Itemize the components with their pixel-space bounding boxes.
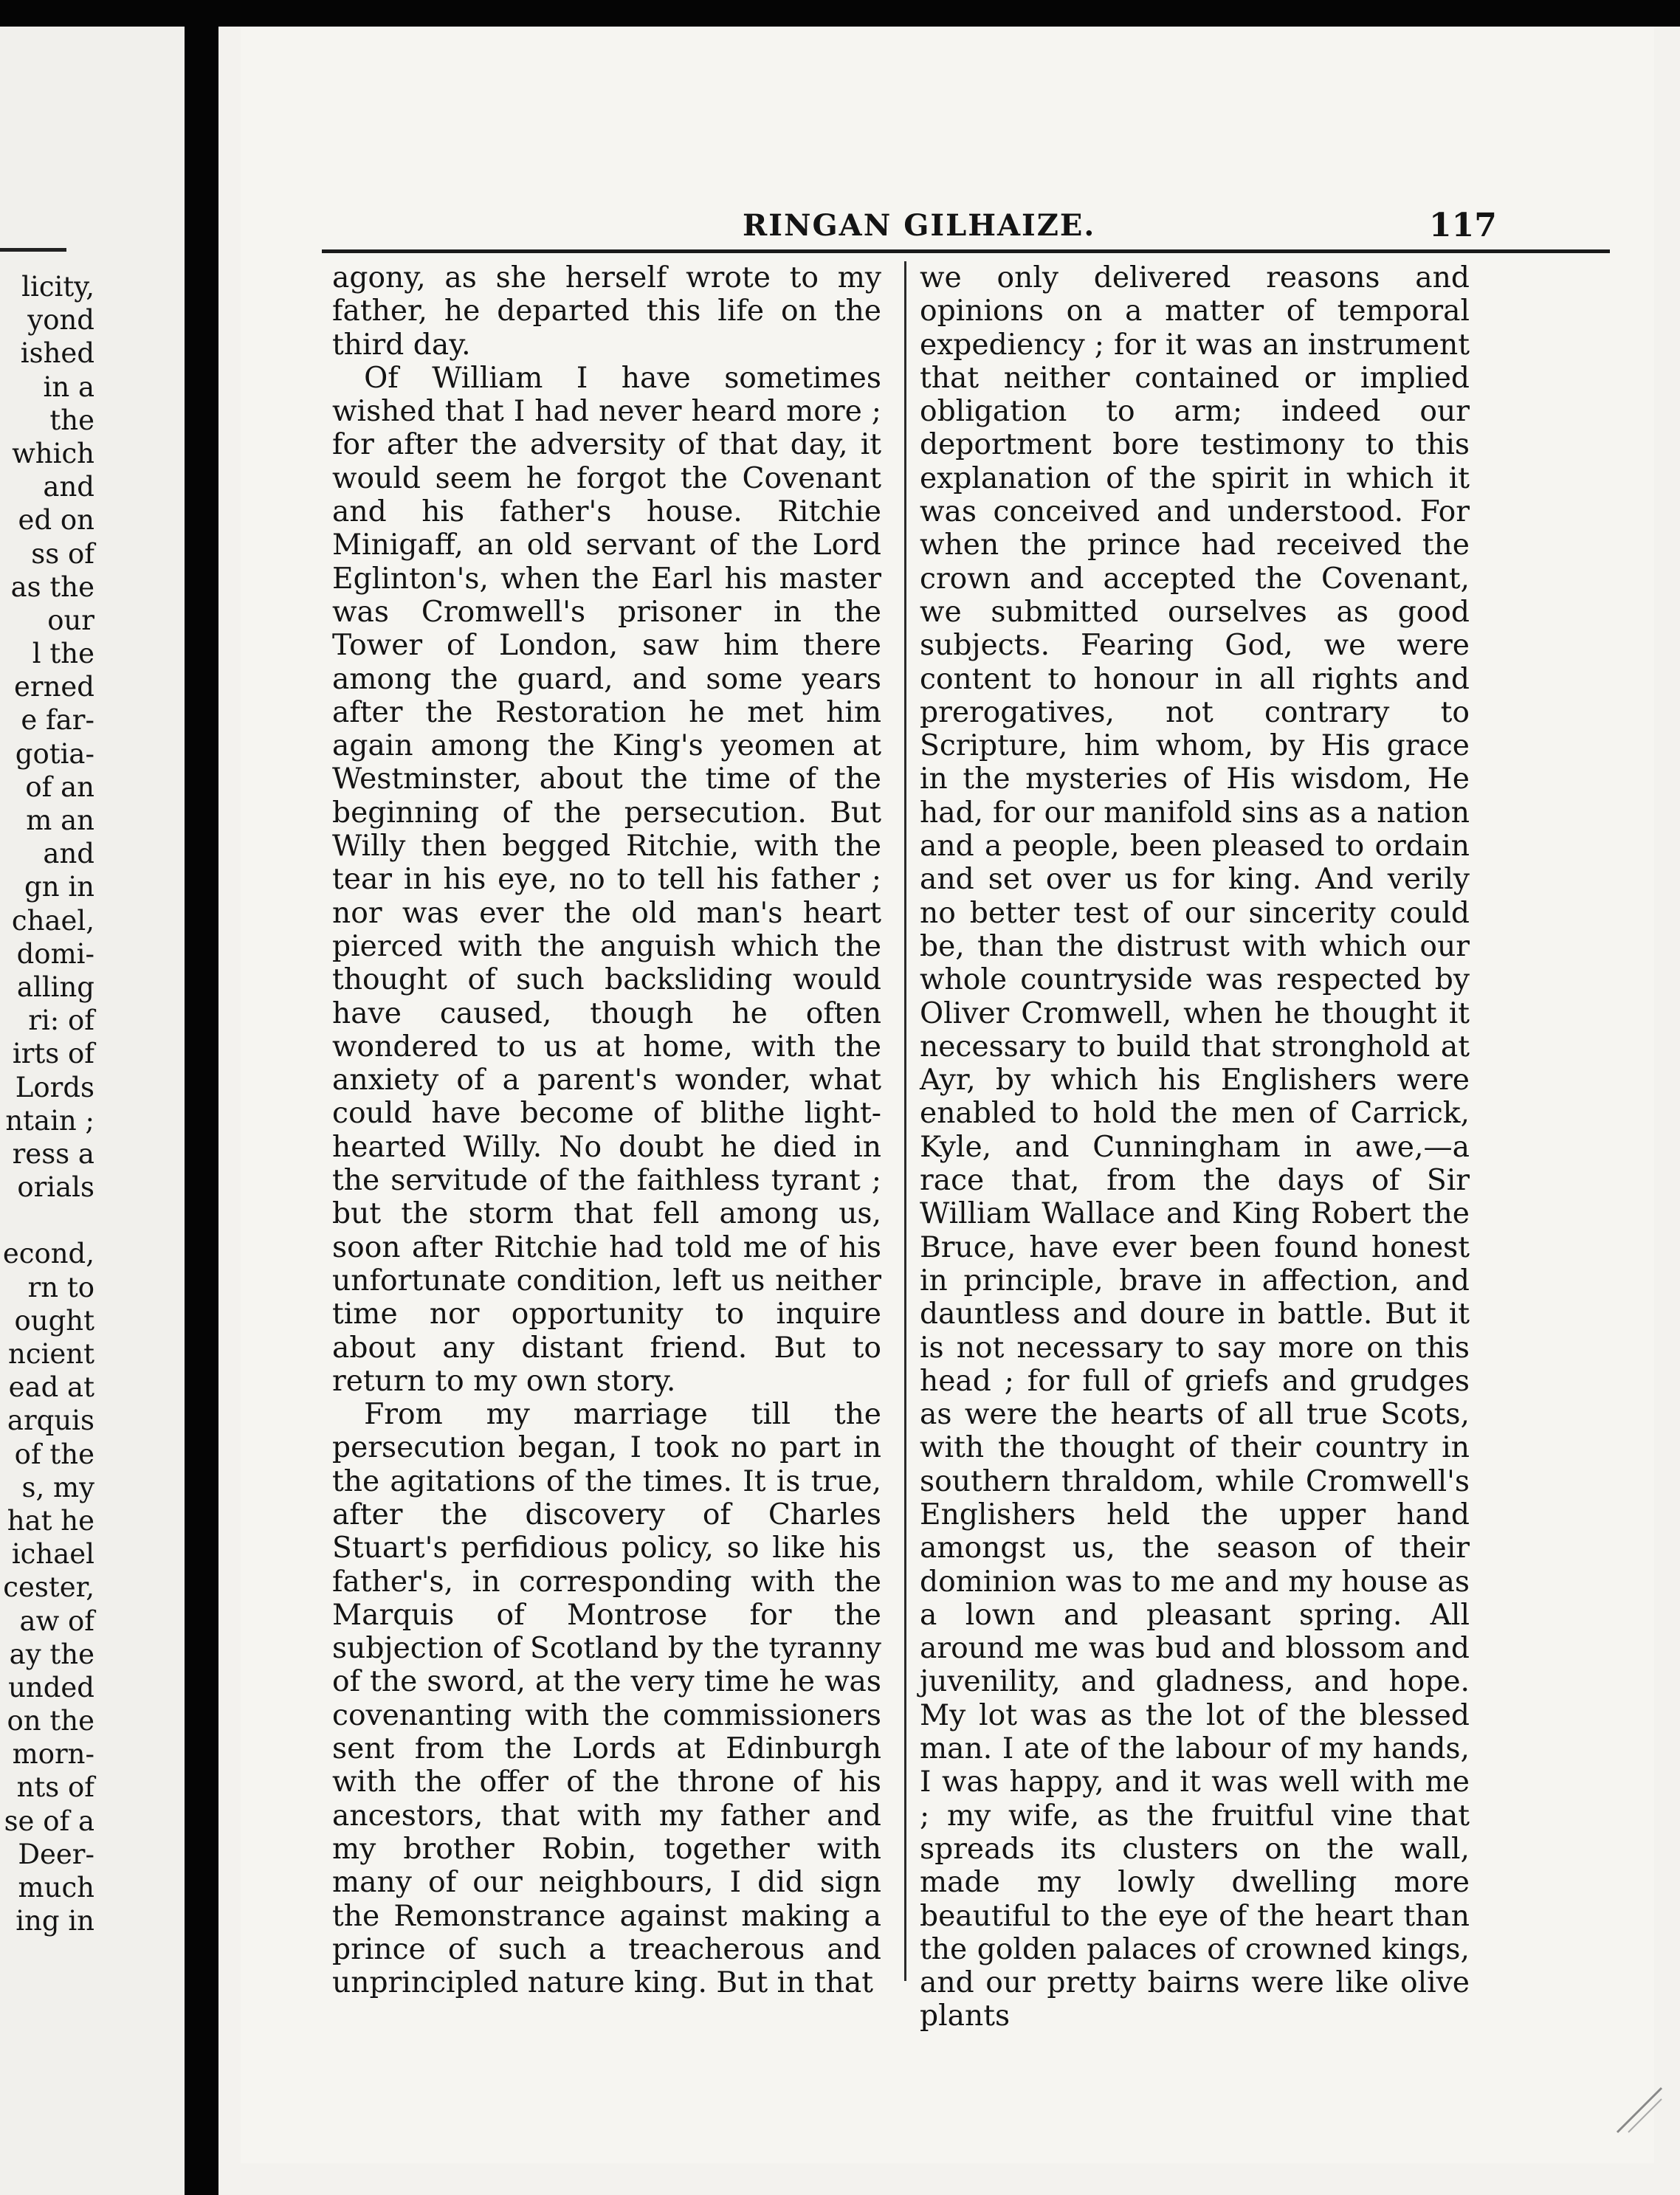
facing-page-line: irts of xyxy=(12,1038,94,1070)
facing-page-line: which xyxy=(12,437,94,469)
facing-page-line: our xyxy=(47,604,94,636)
facing-page-line: ichael xyxy=(11,1538,94,1571)
header-rule xyxy=(322,249,1610,253)
text-column-left xyxy=(332,261,881,2000)
facing-page-line: Lords xyxy=(15,1071,94,1103)
facing-page-line: ress a xyxy=(12,1137,94,1170)
facing-page-line: alling xyxy=(16,971,94,1003)
facing-page-line: of the xyxy=(14,1438,94,1470)
facing-page-line: on the xyxy=(7,1705,94,1737)
facing-page-line: ntain ; xyxy=(5,1104,94,1137)
facing-page-line: the xyxy=(49,404,94,436)
facing-page-line: licity, xyxy=(21,271,94,303)
column-divider xyxy=(904,261,906,1981)
facing-page-line: ay the xyxy=(9,1638,94,1670)
facing-page-line xyxy=(3,1204,94,1237)
facing-page-line: s, my xyxy=(21,1471,94,1503)
facing-page-line: as the xyxy=(10,571,94,603)
facing-page-line: rn to xyxy=(27,1271,94,1303)
text-column-right xyxy=(920,261,1470,2033)
facing-page-text xyxy=(3,270,94,1937)
facing-page-line: Deer- xyxy=(18,1838,94,1870)
facing-page-line: gotia- xyxy=(15,737,94,770)
facing-page-line: m an xyxy=(26,804,94,836)
facing-page-line: arquis xyxy=(7,1405,94,1437)
book-page xyxy=(218,27,1680,2195)
facing-page-line: ished xyxy=(20,337,94,370)
facing-page-line: ing in xyxy=(16,1905,94,1937)
facing-page-line: e far- xyxy=(21,704,94,737)
facing-page-rule xyxy=(0,248,66,252)
paragraph: From my marriage till the persecution began, I took no part in the agitations of the times. It is true, after the discovery of Charles Stuart's perfidious policy, so like his father's, in corresponding with the Marquis of Montrose for the subjection of Scotland by the tyranny of the sword, at the very time he was covenanting with the commissioners sent from the Lords at Edinburgh with the offer of the throne of his ancestors, that with my father and my brother Robin, together with many of our neighbours, I did sign the Remonstrance against making a prince of such a treacherous and unprincipled nature king. But in that xyxy=(332,1398,881,2000)
facing-page-line: aw of xyxy=(19,1605,94,1637)
facing-page-line: nts of xyxy=(16,1771,94,1804)
facing-page-line: ncient xyxy=(8,1338,94,1370)
facing-page-line: much xyxy=(18,1872,94,1903)
paragraph: agony, as she herself wrote to my father, he departed this life on the third day. xyxy=(332,261,881,362)
facing-page-line: gn in xyxy=(24,871,94,903)
facing-page-line: se of a xyxy=(4,1805,94,1837)
facing-page-line: hat he xyxy=(7,1504,94,1537)
facing-page-line: morn- xyxy=(12,1738,94,1771)
page-number: 117 xyxy=(1429,207,1497,244)
facing-page-line: ought xyxy=(14,1304,94,1337)
facing-page-line: ed on xyxy=(18,504,94,537)
facing-page-line: ri: of xyxy=(28,1005,94,1037)
facing-page-line: domi- xyxy=(16,937,94,970)
facing-page-line: ead at xyxy=(8,1371,94,1404)
running-head xyxy=(218,202,1680,254)
facing-page-line: l the xyxy=(32,638,94,670)
facing-page-line: cester, xyxy=(3,1571,94,1604)
facing-page-line: yond xyxy=(27,304,94,337)
paragraph: we only delivered reasons and opinions on a matter of temporal expediency ; for it was an instrument that neither contained or implied obligation to arm; indeed our deportment bore testimony to this explanation of the spirit in which it was conceived and understood. For when the prince had received the crown and accepted the Covenant, we submitted ourselves as good subjects. Fearing God, we were content to honour in all rights and prerogatives, not contrary to Scripture, him whom, by His grace in the mysteries of His wisdom, He had, for our manifold sins as a nation and a people, been pleased to ordain and set over us for king. And verily no better test of our sincerity could be, than the distrust with which our whole countryside was respected by Oliver Cromwell, when he thought it necessary to build that stronghold at Ayr, by which his Englishers were enabled to hold the men of Carrick, Kyle, and Cunningham in awe,—a race that, from the days of Sir William Wallace and King Robert the Bruce, have ever been found honest in principle, brave in affection, and dauntless and doure in battle. But it is not necessary to say more on this head ; for full of griefs and grudges as were the hearts of all true Scots, with the thought of their country in southern thraldom, while Cromwell's Englishers held the upper hand amongst us, the season of their dominion was to me and my house as a lown and pleasant spring. All around me was bud and blossom and juvenility, and gladness, and hope. My lot was as the lot of the blessed man. I ate of the labour of my hands, I was happy, and it was well with me ; my wife, as the fruitful vine that spreads its clusters on the wall, made my lowly dwelling more beautiful to the eye of the heart than the golden palaces of crowned kings, and our pretty bairns were like olive plants xyxy=(920,261,1470,2033)
facing-page-line: in a xyxy=(43,371,94,403)
facing-page-line: ss of xyxy=(31,537,94,570)
facing-page-line: of an xyxy=(25,771,94,803)
book-gutter xyxy=(185,27,218,2195)
facing-page-line: unded xyxy=(8,1671,94,1703)
facing-page-line: erned xyxy=(14,671,94,703)
running-title: RINGAN GILHAIZE. xyxy=(743,208,1096,243)
facing-page-fragment xyxy=(0,27,185,2195)
page-corner-mark xyxy=(1614,2084,1665,2136)
facing-page-line: and xyxy=(43,471,94,503)
paragraph: Of William I have sometimes wished that I had never heard more ; for after the adversity of that day, it would seem he forgot the Covenant and his father's house. Ritchie Minigaff, an old servant of the Lord Eglinton's, when the Earl his master was Cromwell's prisoner in the Tower of London, saw him there among the guard, and some years after the Restoration he met him again among the King's yeomen at Westminster, about the time of the beginning of the persecution. But Willy then begged Ritchie, with the tear in his eye, no to tell his father ; nor was ever the old man's heart pierced with the anguish which the thought of such backsliding would have caused, though he often wondered to us at home, with the anxiety of a parent's wonder, what could have become of blithe light-hearted Willy. No doubt he died in the servitude of the faithless tyrant ; but the storm that fell among us, soon after Ritchie had told me of his unfortunate condition, left us neither time nor opportunity to inquire about any distant friend. But to return to my own story. xyxy=(332,361,881,1398)
facing-page-line: orials xyxy=(17,1171,94,1204)
facing-page-line: chael, xyxy=(11,904,94,937)
facing-page-line: econd, xyxy=(2,1238,94,1270)
facing-page-line: and xyxy=(43,838,94,870)
